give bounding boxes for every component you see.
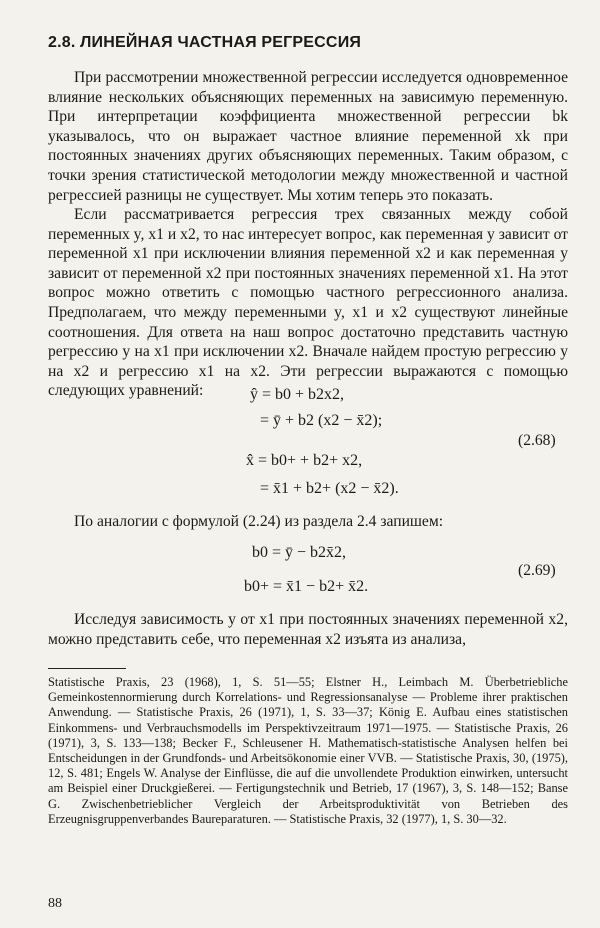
- paragraph-analogy: По аналогии с формулой (2.24) из раздела 2.4 запишем:: [74, 513, 444, 530]
- eq-2-68-line-2: = ȳ + b2 (x2 − x̄2);: [260, 412, 383, 429]
- eq-2-69-line-2: b0+ = x̄1 − b2+ x̄2.: [244, 578, 369, 595]
- paragraph-dependency: Исследуя зависимость y от x1 при постоянных значениях переменной x2, можно представить себе, что переменная x2 изъята из анализа,: [48, 611, 568, 648]
- eq-2-68-line-3: x̂ = b0+ + b2+ x2,: [246, 452, 363, 469]
- equation-number-2-69: (2.69): [518, 562, 556, 579]
- page-number: 88: [48, 896, 62, 911]
- section-heading: 2.8. ЛИНЕЙНАЯ ЧАСТНАЯ РЕГРЕССИЯ: [48, 34, 362, 51]
- paragraph-three-variables: Если рассматривается регрессия трех связанных между собой переменных y, x1 и x2, то нас интересует вопрос, как переменная y зависит от переменной x1 при исключении влияния переменной x2 и как переменная y зависит от переменной x2 при постоянных значениях переменной x1. На этот вопрос можно ответить с помощью частного регрессионного анализа. Предполагаем, что между переменными y, x1 и x2 существуют линейные соотношения. Для ответа на наш вопрос достаточно представить частную регрессию y на x1 при исключении x2. Вначале найдем простую регрессию y на x2 и регрессию x1 на x2. Эти регрессии выражаются с помощью следующих уравнений:: [48, 206, 568, 400]
- equation-number-2-68: (2.68): [518, 432, 556, 449]
- footnote-references: Statistische Praxis, 23 (1968), 1, S. 51—55; Elstner H., Leimbach M. Überbetriebliche Gemeinkostennormierung durch Korrelations- und Regressionsanalyse — Probleme ihrer praktischen Anwendung. — Statistische Praxis, 26 (1971), 1, S. 33—37; König E. Aufbau eines statistischen Einkommens- und Verbrauchsmodells im Perspektivzeitraum 1971—1975. — Statistische Praxis, 26 (1971), 3, S. 133—138; Becker F., Schleusener H. Mathematisch-statistische Analysen helfen bei Entscheidungen in der Grundfonds- und Arbeitsökonomie einer VVB. — Statistische Praxis, 30, (1975), 12, S. 481; Engels W. Analyse der Einflüsse, die auf die unvollendete Produktion einwirken, untersucht am Beispiel einer Druckgießerei. — Fertigungstechnik und Betrieb, 17 (1967), 3, S. 148—152; Banse G. Zwischenbetrieblicher Vergleich der Arbeitsproduktivität von Betrieben des Erzeugnisgruppenverbandes Baureparaturen. — Statistische Praxis, 32 (1977), 1, S. 30—32.: [48, 675, 568, 826]
- eq-2-68-line-4: = x̄1 + b2+ (x2 − x̄2).: [260, 480, 399, 497]
- eq-2-69-line-1: b0 = ȳ − b2x̄2,: [252, 544, 347, 561]
- eq-2-68-line-1: ŷ = b0 + b2x2,: [250, 386, 345, 403]
- paragraph-intro: При рассмотрении множественной регрессии исследуется одновременное влияние нескольких объясняющих переменных на зависимую переменную. При интерпретации коэффициента множественной регрессии bk указывалось, что он выражает частное влияние переменной xk при постоянных значениях других объясняющих переменных. Таким образом, с точки зрения статистической методологии между множественной и частной регрессией разницы не существует. Мы хотим теперь это показать.: [48, 69, 568, 204]
- footnote-divider: [48, 668, 126, 669]
